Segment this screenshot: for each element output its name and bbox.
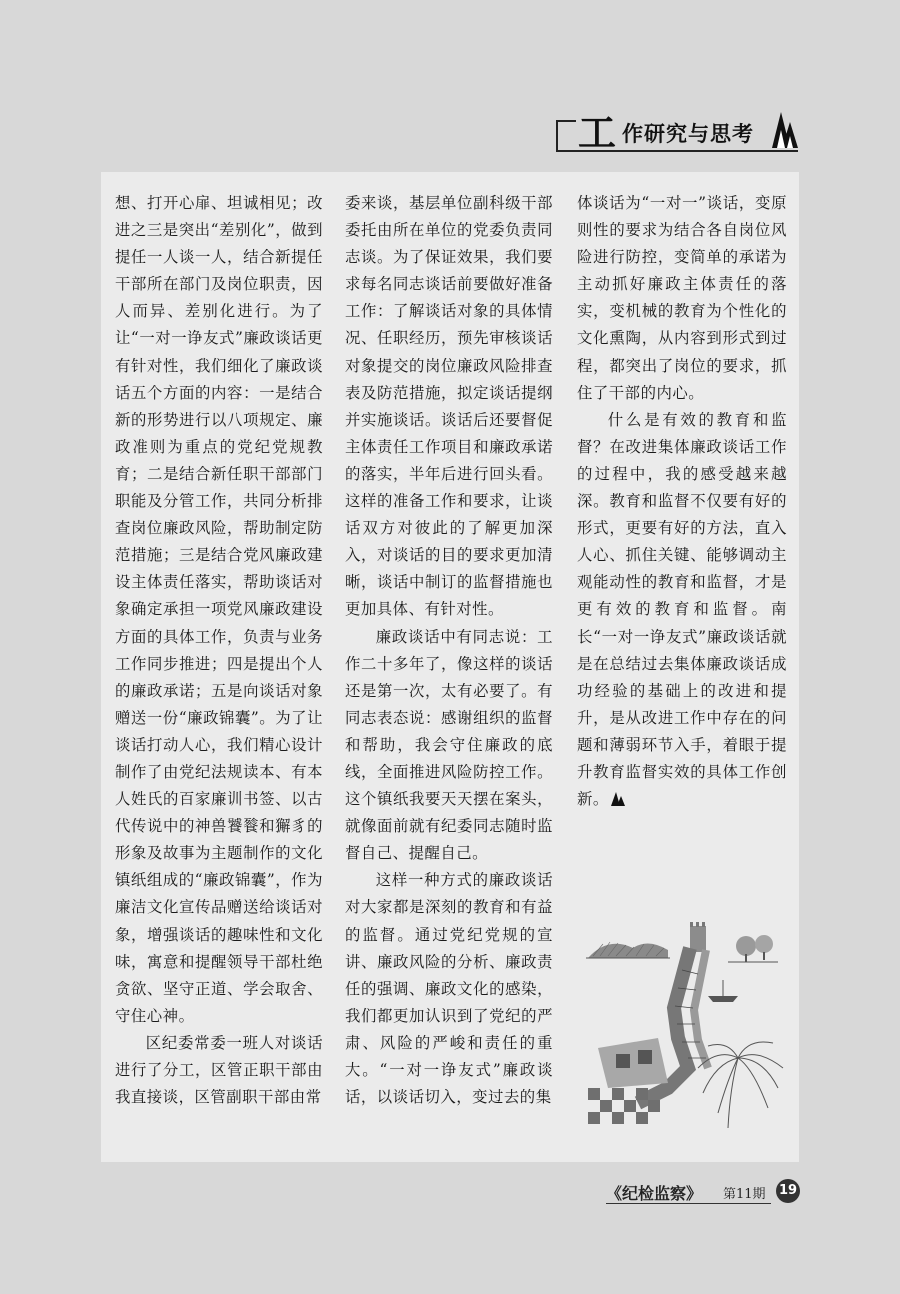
paragraph-text: 什么是有效的教育和监督？在改进集体廉政谈话工作的过程中，我的感受越来越深。教育和监督不仅要有好的形式，更要有好的方法，直入人心、抓住关键、能够调动主观能动性的教育和监督，才是更有效的教育和监督。南长“一对一诤友式”廉政谈话就是在总结过去集体廉政谈话成功经验的基础上的改进和提升，是从改进工作中存在的问题和薄弱环节入手，着眼于提升教育监督实效的具体工作创新。 <box>577 410 787 809</box>
section-header <box>548 98 798 154</box>
article-column-2 <box>345 190 553 1111</box>
paragraph <box>577 407 787 813</box>
paragraph: 区纪委常委一班人对谈话进行了分工，区管正职干部由我直接谈，区管副职干部由常 <box>115 1033 323 1107</box>
article-column-3 <box>577 190 787 813</box>
page-number: 19 <box>776 1179 800 1203</box>
paragraph: 廉政谈话中有同志说：工作二十多年了，像这样的谈话还是第一次，太有必要了。有同志表态说：感谢组织的监督和帮助，我会守住廉政的底线，全面推进风险防控工作。这个镇纸我要天天摆在案头，就像面前就有纪委同志随时监督自己、提醒自己。 <box>345 627 553 863</box>
end-mark-icon <box>611 790 625 806</box>
journal-name: 《纪检监察》 <box>606 1184 703 1203</box>
section-title: 作研究与思考 <box>622 122 754 146</box>
section-title-first-char: 工 <box>578 111 617 155</box>
issue-number: 第11期 <box>723 1187 766 1202</box>
paragraph: 想、打开心扉、坦诚相见；改进之三是突出“差别化”，做到提任一人谈一人，结合新提任干部所在部门及岗位职责，因人而异、差别化进行。为了让“一对一诤友式”廉政谈话更有针对性，我们细化了廉政谈话五个方面的内容：一是结合新的形势进行以八项规定、廉政准则为重点的党纪党规教育；二是结合新任职干部部门职能及分管工作，共同分析排查岗位廉政风险，帮助制定防范措施；三是结合党风廉政建设主体责任落实，帮助谈话对象确定承担一项党风廉政建设方面的具体工作，负责与业务工作同步推进；四是提出个人的廉政承诺；五是向谈话对象赠送一份“廉政锦囊”。为了让谈话打动人心，我们精心设计制作了由党纪法规读本、有本人姓氏的百家廉训书签、以古代传说中的神兽饕餮和獬豸的形象及故事为主题制作的文化镇纸组成的“廉政锦囊”，作为廉洁文化宣传品赠送给谈话对象，增强谈话的趣味性和文化味，寓意和提醒领导干部杜绝贪欲、坚守正道、学会取舍、守住心神。 <box>115 194 323 1025</box>
mountain-logo-icon <box>770 104 800 148</box>
page-footer <box>606 1178 796 1208</box>
paragraph: 委来谈，基层单位副科级干部委托由所在单位的党委负责同志谈。为了保证效果，我们要求每名同志谈话前要做好准备工作：了解谈话对象的具体情况、任职经历，预先审核谈话对象提交的岗位廉政风险排查表及防范措施，拟定谈话提纲并实施谈话。谈话后还要督促主体责任工作项目和廉政承诺的落实，半年后进行回头看。这样的准备工作和要求，让谈话双方对彼此的了解更加深入，对谈话的目的要求更加清晰，谈话中制订的监督措施也更加具体、有针对性。 <box>345 194 553 619</box>
article-column-1 <box>115 190 323 1111</box>
great-wall-landscape-illustration <box>578 918 790 1130</box>
paragraph: 这样一种方式的廉政谈话对大家都是深刻的教育和有益的监督。通过党纪党规的宣讲、廉政风险的分析、廉政责任的强调、廉政文化的感染，我们都更加认识到了党纪的严肃、风险的严峻和责任的重大。“一对一诤友式”廉政谈话，以谈话切入，变过去的集 <box>345 871 553 1107</box>
paragraph: 体谈话为“一对一”谈话，变原则性的要求为结合各自岗位风险进行防控，变简单的承诺为主动抓好廉政主体责任的落实，变机械的教育为个性化的文化熏陶，从内容到形式到过程，都突出了岗位的要求，抓住了干部的内心。 <box>577 194 787 402</box>
